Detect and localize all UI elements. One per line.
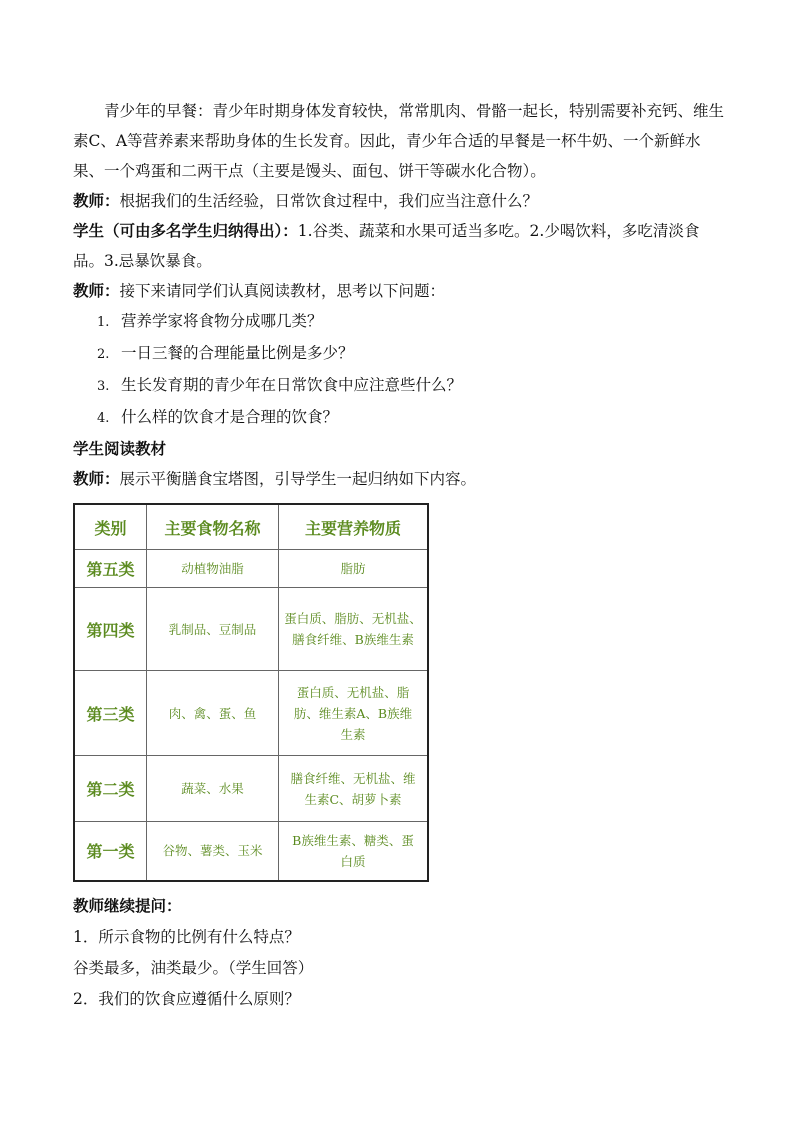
foods-cell: 肉、禽、蛋、鱼 bbox=[147, 671, 279, 756]
header-category: 类别 bbox=[74, 504, 147, 550]
table-row bbox=[74, 671, 428, 756]
nutrients-cell: 蛋白质、无机盐、脂肪、维生素A、B族维生素 bbox=[279, 671, 429, 756]
teacher-question-2 bbox=[73, 276, 728, 306]
nutrients-cell: 脂肪 bbox=[279, 550, 429, 588]
follow-up-section bbox=[73, 891, 728, 1015]
student-answer-1 bbox=[73, 216, 728, 276]
foods-cell: 动植物油脂 bbox=[147, 550, 279, 588]
list-item: 1. 营养学家将食物分成哪几类？ bbox=[97, 312, 323, 330]
header-nutrients: 主要营养物质 bbox=[279, 504, 429, 550]
foods-cell: 蔬菜、水果 bbox=[147, 756, 279, 822]
category-cell: 第四类 bbox=[74, 588, 147, 671]
nutrients-cell: B族维生素、糖类、蛋白质 bbox=[279, 822, 429, 881]
teacher-question-3 bbox=[73, 464, 728, 494]
teacher-continue-heading: 教师继续提问： bbox=[73, 896, 182, 915]
teacher-question-1-text: 根据我们的生活经验，日常饮食过程中，我们应当注意什么？ bbox=[119, 192, 539, 210]
student-answer-1-text: 1.谷类、蔬菜和水果可适当多吃。2.少喝饮料，多吃清淡食品。3.忌暴饮暴食。 bbox=[73, 222, 700, 270]
table-header-row bbox=[74, 504, 428, 550]
student-read-heading: 学生阅读教材 bbox=[73, 440, 167, 458]
list-item: 2. 一日三餐的合理能量比例是多少？ bbox=[97, 344, 354, 362]
nutrients-cell: 蛋白质、脂肪、无机盐、膳食纤维、B族维生素 bbox=[279, 588, 429, 671]
nutrients-cell: 膳食纤维、无机盐、维生素C、胡萝卜素 bbox=[279, 756, 429, 822]
follow-up-question-2: 2．我们的饮食应遵循什么原则？ bbox=[73, 989, 300, 1008]
category-cell: 第五类 bbox=[74, 550, 147, 588]
student-label: 学生（可由多名学生归纳得出）： bbox=[73, 222, 298, 240]
list-item: 3. 生长发育期的青少年在日常饮食中应注意些什么？ bbox=[97, 376, 463, 394]
food-category-table bbox=[73, 503, 429, 882]
teacher-question-1 bbox=[73, 186, 728, 216]
list-item: 4. 什么样的饮食才是合理的饮食？ bbox=[97, 408, 339, 426]
category-cell: 第一类 bbox=[74, 822, 147, 881]
document-page bbox=[73, 96, 728, 1015]
breakfast-paragraph: 青少年的早餐：青少年时期身体发育较快，常常肌肉、骨骼一起长，特别需要补充钙、维生素C、A等营养素来帮助身体的生长发育。因此，青少年合适的早餐是一杯牛奶、一个新鲜水果、一个鸡蛋和二两干点（主要是馒头、面包、饼干等碳水化合物）。 bbox=[73, 102, 725, 180]
follow-up-answer-1: 谷类最多，油类最少。（学生回答） bbox=[73, 958, 314, 977]
table-row bbox=[74, 822, 428, 881]
teacher-label: 教师： bbox=[73, 470, 120, 488]
header-foods: 主要食物名称 bbox=[147, 504, 279, 550]
table-row bbox=[74, 588, 428, 671]
teacher-question-3-text: 展示平衡膳食宝塔图，引导学生一起归纳如下内容。 bbox=[119, 470, 477, 488]
teacher-label: 教师： bbox=[73, 282, 120, 300]
category-cell: 第三类 bbox=[74, 671, 147, 756]
teacher-question-2-text: 接下来请同学们认真阅读教材，思考以下问题： bbox=[119, 282, 446, 300]
table-row bbox=[74, 550, 428, 588]
teacher-label: 教师： bbox=[73, 192, 120, 210]
foods-cell: 谷物、薯类、玉米 bbox=[147, 822, 279, 881]
category-cell: 第二类 bbox=[74, 756, 147, 822]
foods-cell: 乳制品、豆制品 bbox=[147, 588, 279, 671]
question-list bbox=[73, 306, 728, 434]
follow-up-question-1: 1．所示食物的比例有什么特点？ bbox=[73, 927, 300, 946]
table-row bbox=[74, 756, 428, 822]
